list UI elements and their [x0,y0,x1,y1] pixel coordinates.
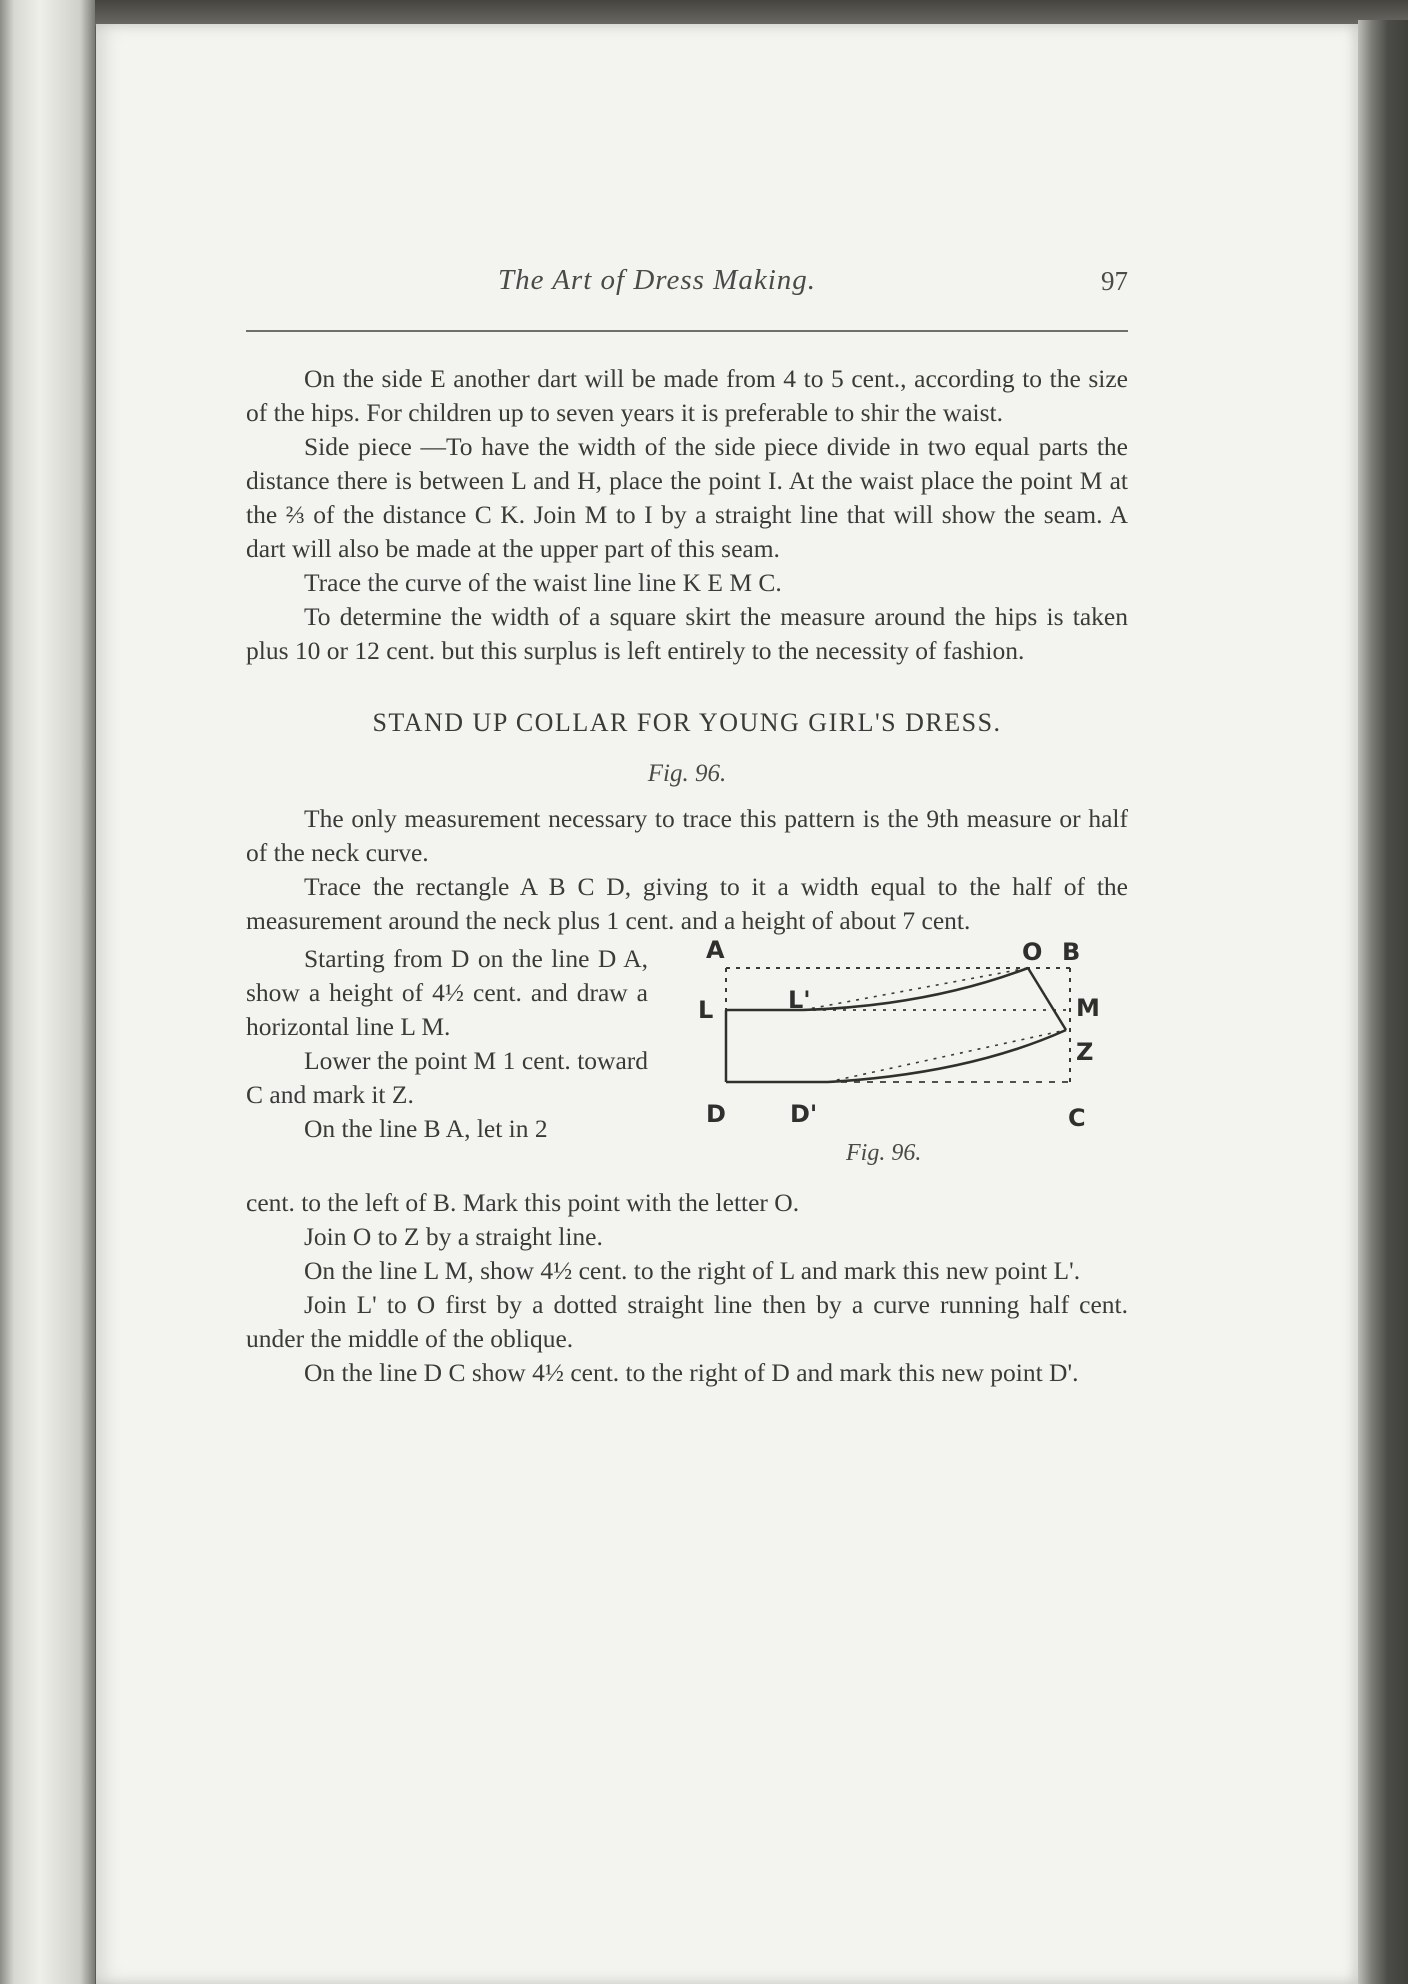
body-text-mid [246,802,1128,938]
paragraph: Side piece —To have the width of the side piece divide in two equal parts the distance there is between L and H, place the point I. At the waist place the point M at the ⅔ of the distance C K. Join M to I by a straight line that will show the seam. A dart will also be made at the upper part of this seam. [246,432,1128,563]
section-heading: STAND UP COLLAR FOR YOUNG GIRL'S DRESS. [372,708,1002,737]
label-d-prime: D' [790,1100,818,1128]
paragraph: Trace the curve of the waist line line K E M C. [304,568,782,597]
paragraph: On the line D C show 4½ cent. to the right of D and mark this new point D'. [304,1358,1079,1387]
line-o-z [1028,968,1066,1030]
body-text-top [246,362,1128,668]
running-header [246,264,1128,304]
paragraph: To determine the width of a square skirt the measure around the hips is taken plus 10 or 12 cent. but this surplus is left entirely to the necessity of fashion. [246,602,1128,665]
paragraph: On the line B A, let in 2 [304,1114,548,1143]
label-c: C [1068,1104,1086,1132]
label-l: L [698,996,714,1024]
header-rule [246,330,1128,332]
paragraph: cent. to the left of B. Mark this point with the letter O. [246,1188,800,1217]
label-z: Z [1076,1038,1094,1066]
label-a: A [706,936,725,964]
book-page [96,24,1358,1984]
collar-pattern-figure [698,936,1128,1186]
label-o: O [1022,938,1043,966]
figure-row [246,936,1128,1186]
figure-reference: Fig. 96. [647,760,727,787]
paragraph: On the side E another dart will be made from 4 to 5 cent., according to the size of the hips. For children up to seven years it is preferable to shir the waist. [246,364,1128,427]
paragraph: Starting from D on the line D A, show a height of 4½ cent. and draw a horizontal line L M. [246,944,648,1041]
book-page-edges [1358,20,1408,1984]
body-text-after [246,1186,1128,1390]
scan-top-edge [0,0,1408,26]
label-b: B [1062,938,1081,966]
paragraph: Lower the point M 1 cent. toward C and mark it Z. [246,1046,648,1109]
paragraph: Join L' to O first by a dotted straight line then by a curve running half cent. under the middle of the oblique. [246,1290,1128,1353]
page-number: 97 [1101,266,1128,296]
paragraph: Join O to Z by a straight line. [304,1222,603,1251]
dotted-dprime-z [828,1030,1066,1082]
figure-side-text [246,942,648,1146]
paragraph: The only measurement necessary to trace this pattern is the 9th measure or half of the neck curve. [246,804,1128,867]
page-content [246,264,1128,1390]
label-d: D [706,1100,726,1128]
running-title: The Art of Dress Making. [497,264,817,296]
label-l-prime: L' [788,986,811,1014]
curve-lprime-o [803,968,1028,1010]
book-binding-edge [0,0,95,1984]
label-m: M [1076,994,1100,1022]
paragraph: Trace the rectangle A B C D, giving to it a width equal to the half of the measurement around the neck plus 1 cent. and a height of about 7 cent. [246,872,1128,935]
dotted-lprime-o [803,968,1028,1010]
paragraph: On the line L M, show 4½ cent. to the right of L and mark this new point L'. [304,1256,1081,1285]
figure-caption: Fig. 96. [846,1140,922,1166]
